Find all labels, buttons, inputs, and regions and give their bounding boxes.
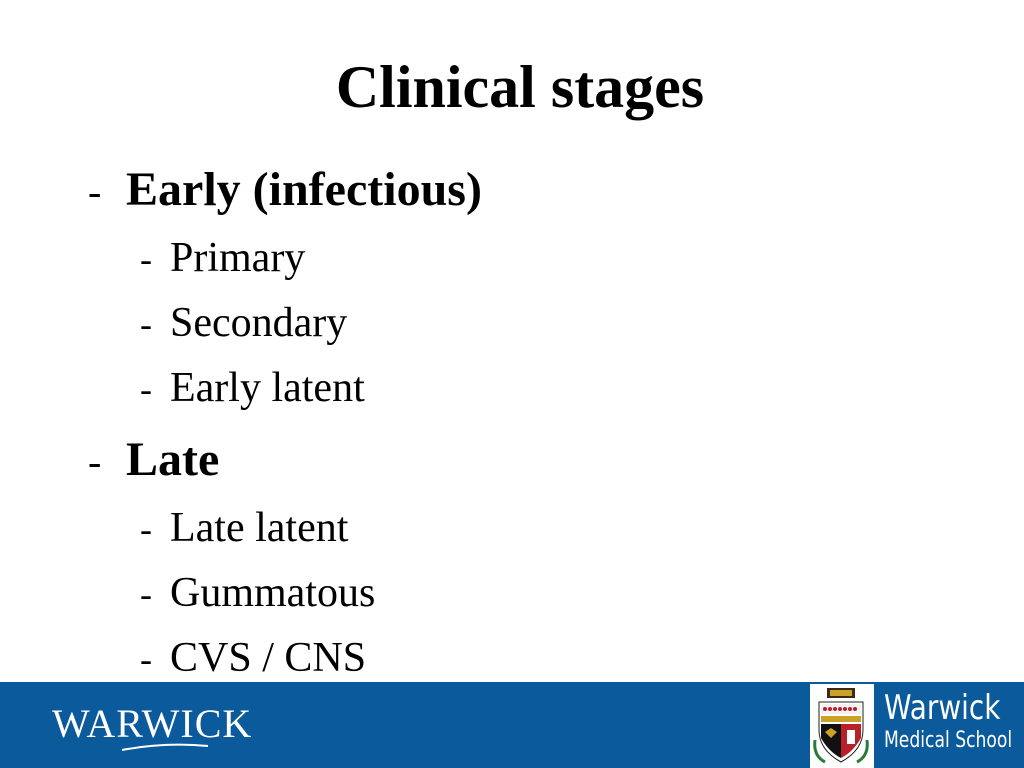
sub-bullet-label: Early latent — [170, 365, 365, 411]
warwick-logo: WARWICK — [52, 701, 253, 746]
medical-school-name: Warwick — [884, 688, 1001, 728]
bullet-dash: - — [140, 574, 152, 614]
sub-bullet-label: Secondary — [170, 300, 348, 346]
bullet-early — [88, 162, 482, 220]
slide-title: Clinical stages — [335, 54, 705, 120]
medical-school-subtitle: Medical School — [884, 728, 1013, 753]
sub-bullet-secondary — [140, 299, 347, 348]
bullet-dash: - — [88, 169, 102, 214]
bullet-dash: - — [140, 509, 152, 549]
bullet-late-label: Late — [126, 433, 220, 486]
bullet-dash: - — [140, 639, 152, 679]
sub-bullet-late-latent — [140, 504, 348, 553]
crest-icon — [811, 686, 871, 766]
sub-bullet-label: Primary — [170, 235, 306, 281]
sub-bullet-primary — [140, 234, 305, 283]
bullet-dash: - — [140, 239, 152, 279]
sub-bullet-label: CVS / CNS — [170, 635, 367, 681]
bullet-dash: - — [140, 304, 152, 344]
bullet-early-label: Early (infectious) — [126, 163, 482, 216]
sub-bullet-gummatous — [140, 569, 375, 618]
sub-bullet-label: Late latent — [170, 505, 349, 551]
sub-bullet-early-latent — [140, 364, 365, 413]
bullet-dash: - — [88, 439, 102, 484]
logo-swoosh-icon — [120, 740, 210, 754]
sub-bullet-cvs-cns — [140, 634, 366, 683]
sub-bullet-label: Gummatous — [170, 570, 376, 616]
bullet-late — [88, 432, 219, 490]
bullet-dash: - — [140, 369, 152, 409]
